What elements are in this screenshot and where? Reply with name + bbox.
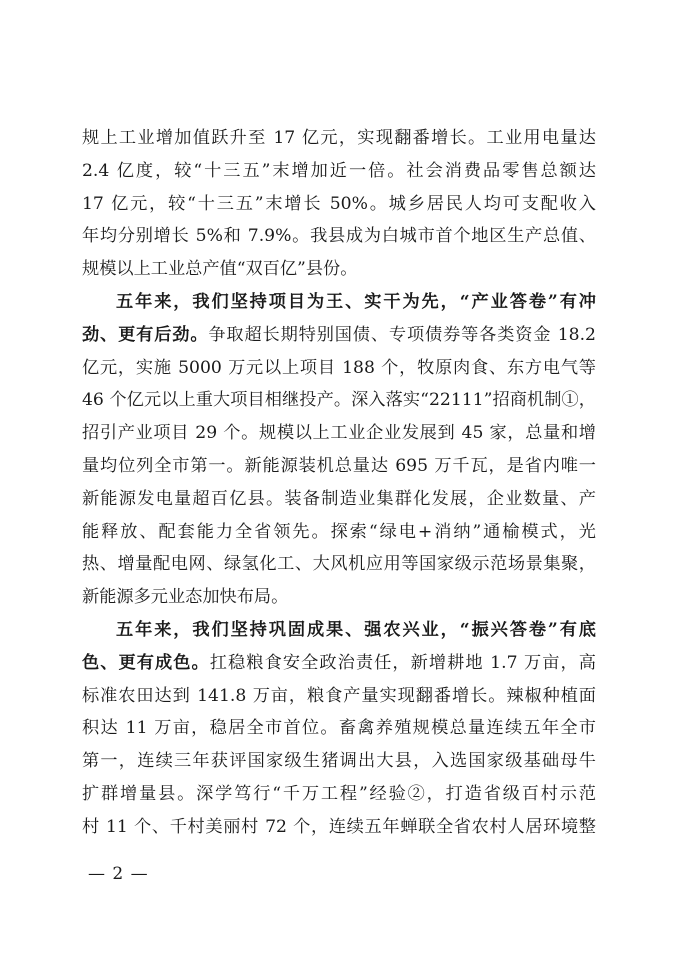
text-line: 2.4 亿度，较“十三五”末增加近一倍。社会消费品零售总额达	[82, 160, 596, 181]
paragraph-heading-tail: 色、更有成色。	[82, 652, 210, 673]
text-line	[82, 319, 596, 352]
text-line: 招引产业项目 29 个。规模以上工业企业发展到 45 家，总量和增	[82, 423, 596, 444]
paragraph-heading: 五年来，我们坚持巩固成果、强农兴业，“振兴答卷”有底	[116, 619, 596, 640]
text-line: 年均分别增长 5%和 7.9%。我县成为白城市首个地区生产总值、	[82, 226, 596, 247]
text-line: 村 11 个、千村美丽村 72 个，连续五年蝉联全省农村人居环境整	[82, 816, 596, 837]
text-line: 标准农田达到 141.8 万亩，粮食产量实现翻番增长。辣椒种植面	[82, 685, 596, 706]
text-line: 量均位列全市第一。新能源装机总量达 695 万千瓦，是省内唯一	[82, 455, 596, 476]
text-line: 规模以上工业总产值“双百亿”县份。	[82, 259, 358, 280]
paragraph-lead-line	[82, 614, 596, 647]
text-line	[82, 647, 596, 680]
text-line: 46 个亿元以上重大项目相继投产。深入落实“22111”招商机制①，	[82, 390, 596, 411]
text-line: 亿元，实施 5000 万元以上项目 188 个，牧原肉食、东方电气等	[82, 357, 596, 378]
text-line: 扩群增量县。深学笃行“千万工程”经验②，打造省级百村示范	[82, 783, 596, 804]
body-text	[82, 122, 596, 844]
text-line: 新能源发电量超百亿县。装备制造业集群化发展，企业数量、产	[82, 488, 596, 509]
text-line: 规上工业增加值跃升至 17 亿元，实现翻番增长。工业用电量达	[82, 128, 596, 148]
text-line: 新能源多元业态加快布局。	[82, 587, 289, 608]
page-number: — 2 —	[88, 864, 149, 884]
text-span: 扛稳粮食安全政治责任，新增耕地 1.7 万亩，高	[209, 652, 596, 673]
text-line: 17 亿元，较“十三五”末增长 50%。城乡居民人均可支配收入	[82, 193, 596, 214]
paragraph-heading-tail: 劲、更有后劲。	[82, 324, 209, 345]
text-line: 热、增量配电网、绿氢化工、大风机应用等国家级示范场景集聚，	[82, 554, 596, 575]
paragraph-heading: 五年来，我们坚持项目为王、实干为先，“产业答卷”有冲	[116, 291, 596, 312]
paragraph-lead-line	[82, 286, 596, 319]
text-line: 能释放、配套能力全省领先。探索“绿电+消纳”通榆模式，光	[82, 521, 596, 542]
text-span: 争取超长期特别国债、专项债券等各类资金 18.2	[208, 324, 596, 345]
text-line: 积达 11 万亩，稳居全市首位。畜禽养殖规模总量连续五年全市	[82, 718, 596, 739]
text-line: 第一，连续三年获评国家级生猪调出大县，入选国家级基础母牛	[82, 751, 596, 772]
